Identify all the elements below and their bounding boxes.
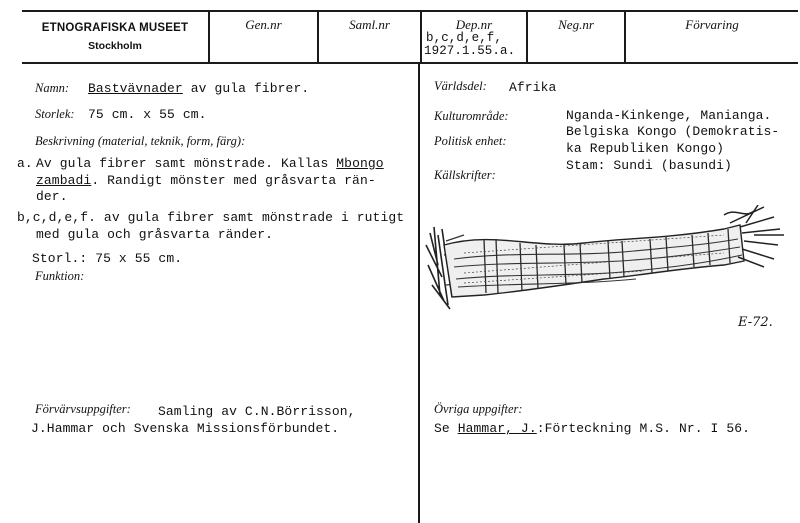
forvarv-label: Förvärvsuppgifter:: [35, 402, 131, 416]
photo-caption: E-72.: [738, 315, 773, 330]
desc-a-line3: der.: [36, 189, 68, 204]
neg-nr-label: Neg.nr: [558, 17, 594, 32]
desc-a-line1: [36, 156, 384, 171]
kulturomrade-label: Kulturområde:: [434, 109, 509, 123]
forvarv-line2: J.Hammar och Svenska Missionsförbundet.: [31, 421, 340, 436]
forvaring-label: Förvaring: [685, 17, 739, 32]
politisk-label: Politisk enhet:: [434, 134, 507, 148]
desc-b-line1: b,c,d,e,f. av gula fibrer samt mönstrade i rutigt: [17, 210, 405, 225]
kulturomrade-value: Nganda-Kinkenge, Manianga.: [566, 108, 772, 123]
varldsdel-value: Afrika: [509, 80, 557, 95]
ovriga-prefix: Se: [434, 421, 450, 436]
gen-nr-label: Gen.nr: [245, 17, 282, 32]
dep-nr-value-line2: 1927.1.55.a.: [424, 44, 516, 58]
ovriga-label: Övriga uppgifter:: [434, 402, 523, 416]
textile-photo: [424, 205, 786, 320]
desc-a-line2-text: . Randigt mönster med gråsvarta rän-: [91, 173, 376, 188]
namn-value-word: Bastvävnader: [88, 81, 183, 96]
center-column-rule: [418, 62, 420, 523]
museum-name: ETNOGRAFISKA MUSEET: [41, 22, 189, 34]
storlek-value: 75 cm. x 55 cm.: [88, 107, 207, 122]
header-top-rule: [22, 10, 798, 12]
stam-value: Stam: Sundi (basundi): [566, 158, 732, 173]
desc-a-line1-text: Av gula fibrer samt mönstrade. Kallas: [36, 156, 329, 171]
header-bottom-rule: [22, 62, 798, 64]
politisk-line2: ka Republiken Kongo): [566, 141, 725, 156]
desc-a-line2: [36, 173, 376, 188]
forvarv-line1: Samling av C.N.Börrisson,: [158, 404, 356, 419]
desc-b-line2: med gula och gråsvarta ränder.: [36, 227, 274, 242]
varldsdel-label: Världsdel:: [434, 79, 487, 93]
dep-nr-label: Dep.nr: [455, 17, 493, 32]
politisk-line1: Belgiska Kongo (Demokratis-: [566, 124, 780, 139]
beskrivning-label: Beskrivning (material, teknik, form, färg):: [35, 134, 246, 148]
desc-a-line2-word: zambadi: [36, 173, 92, 188]
ovriga-underlined: Hammar, J.: [457, 421, 537, 436]
namn-label: Namn:: [35, 81, 70, 95]
saml-nr-label: Saml.nr: [349, 17, 390, 32]
kallskrifter-label: Källskrifter:: [434, 168, 496, 182]
storlek-label: Storlek:: [35, 107, 75, 121]
desc-a-prefix: a.: [17, 156, 33, 171]
desc-a-line1-word: Mbongo: [336, 156, 384, 171]
namn-value: [88, 81, 309, 96]
ovriga-value: [434, 421, 750, 436]
museum-city: Stockholm: [88, 40, 142, 52]
ovriga-rest: :Förteckning M.S. Nr. I 56.: [536, 421, 751, 436]
dep-nr-value-line1: b,c,d,e,f,: [426, 31, 503, 45]
namn-value-rest: av gula fibrer.: [190, 81, 310, 96]
storl-line: Storl.: 75 x 55 cm.: [32, 251, 183, 266]
funktion-label: Funktion:: [35, 269, 85, 283]
